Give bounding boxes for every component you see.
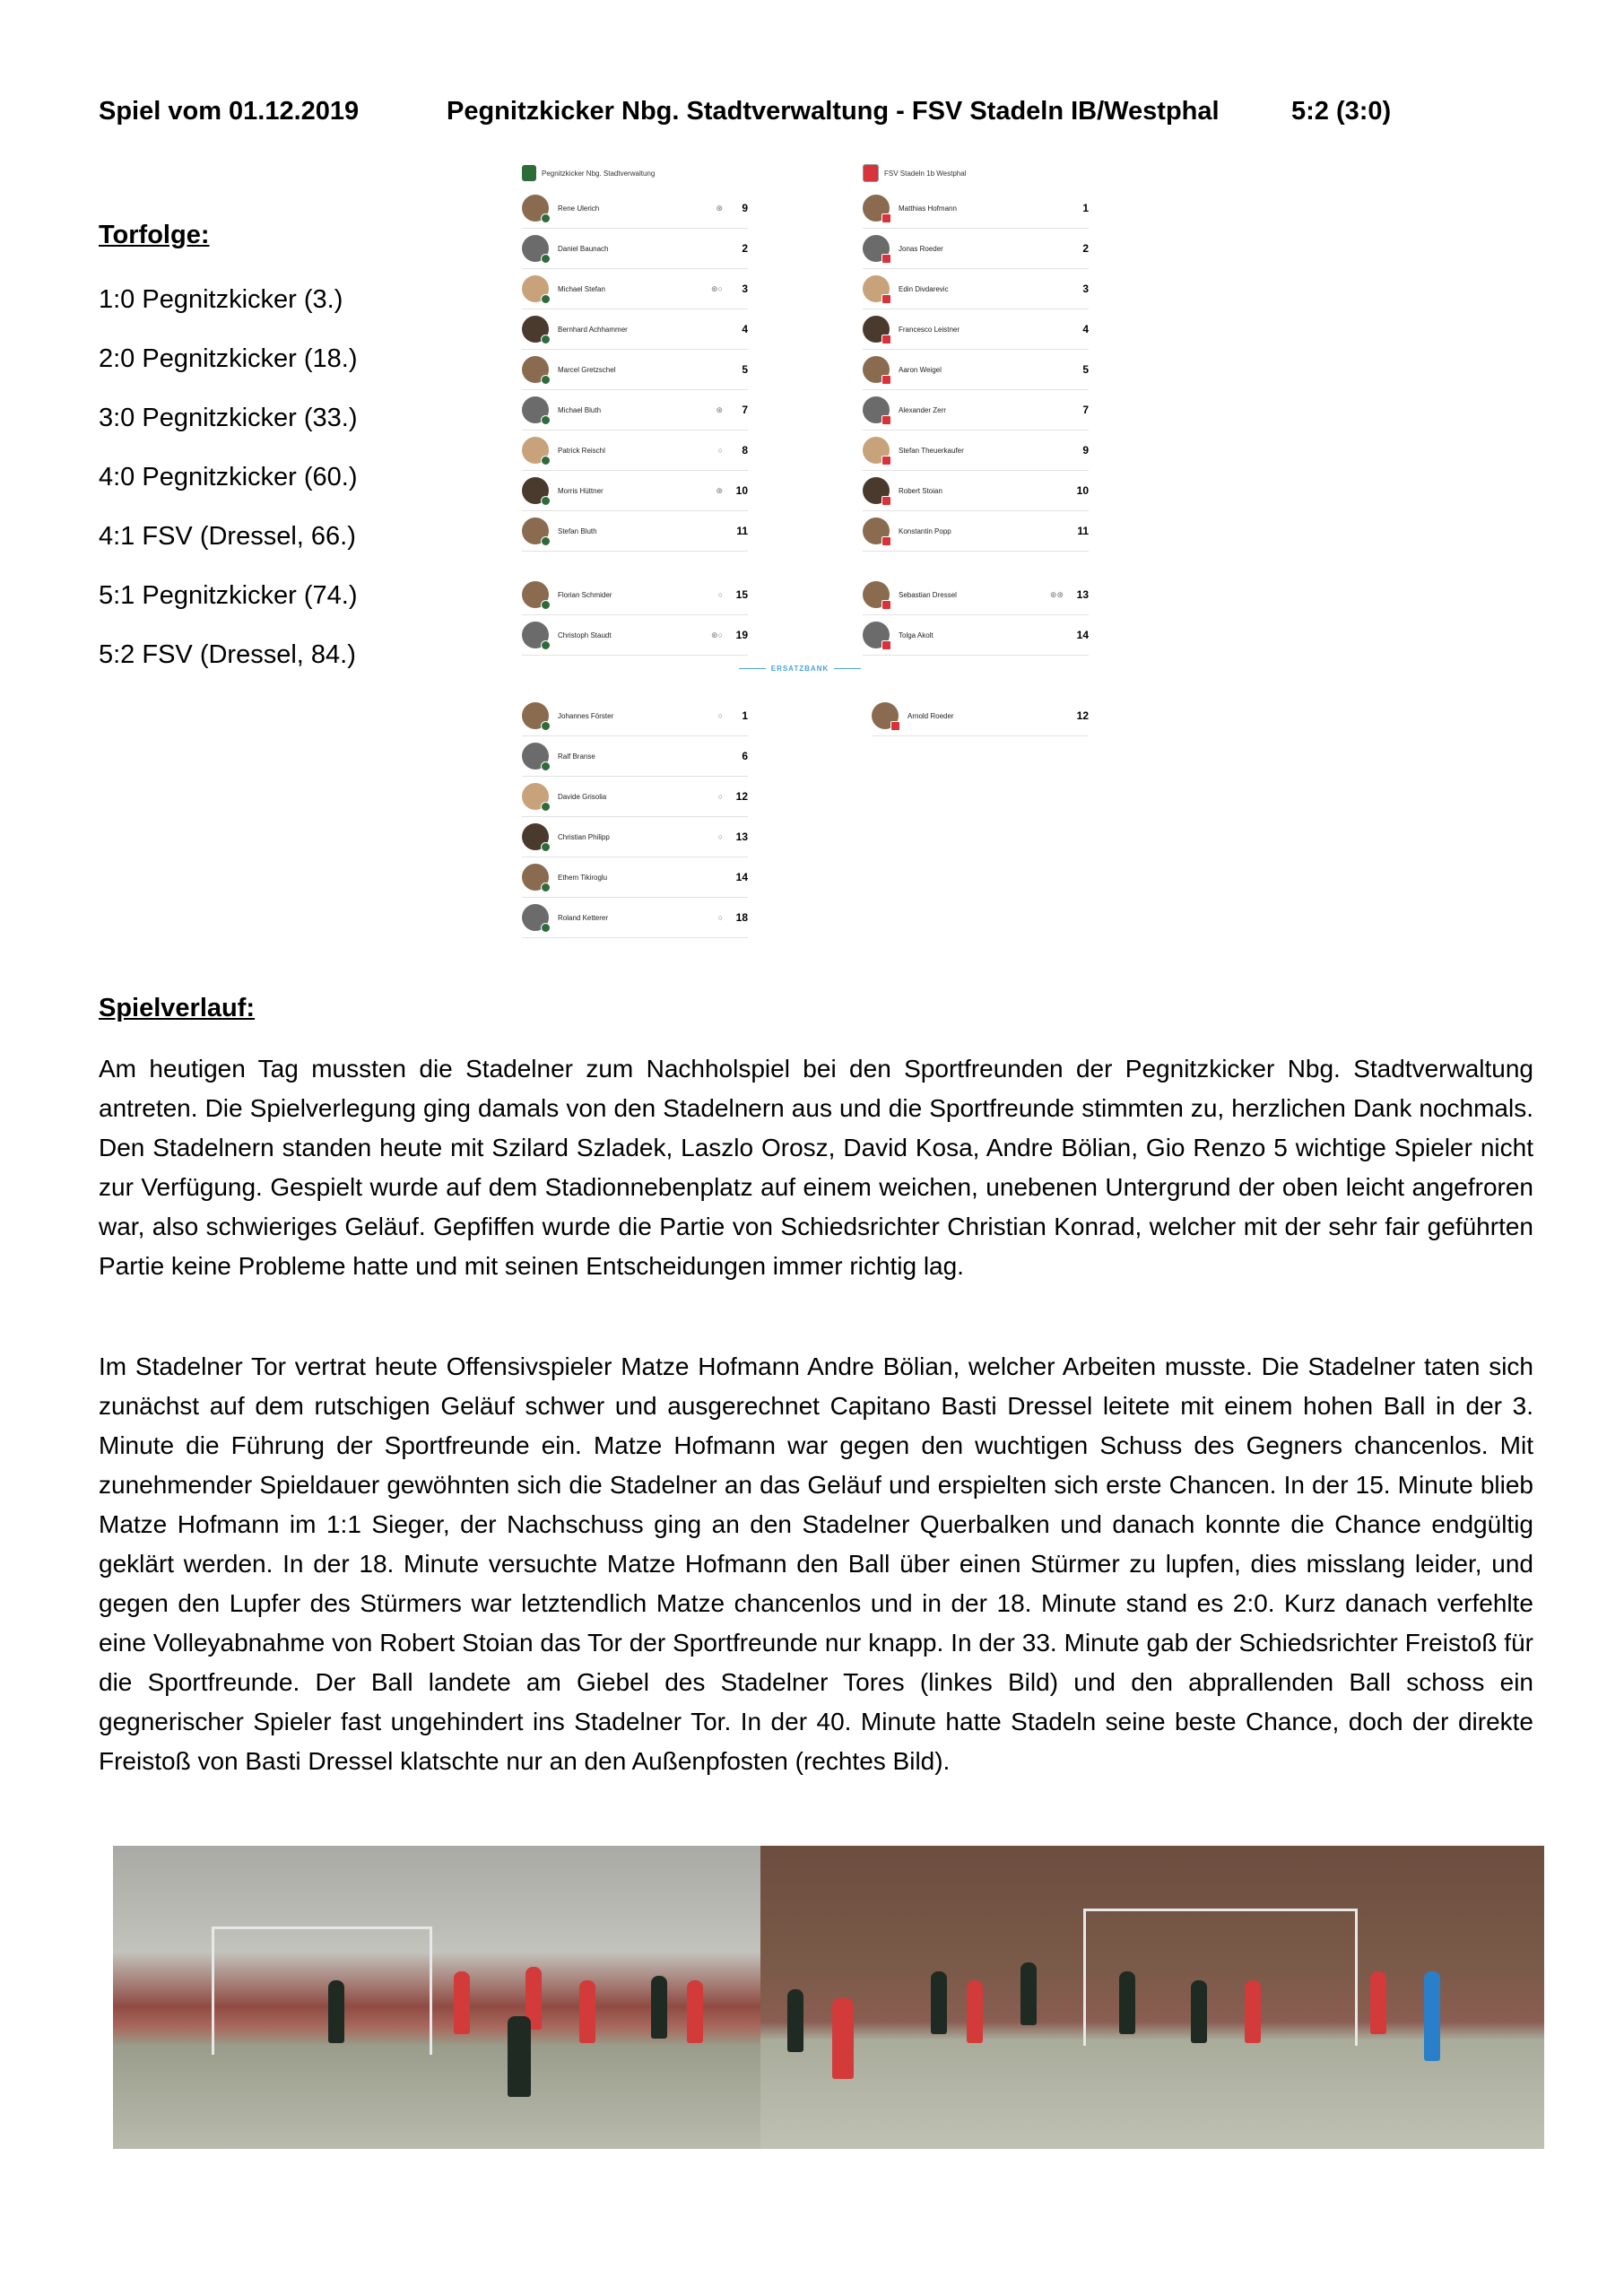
player-avatar xyxy=(522,316,549,343)
match-teams: Pegnitzkicker Nbg. Stadtverwaltung - FSV Stadeln IB/Westphal xyxy=(447,97,1220,126)
home-subs-in xyxy=(522,575,748,656)
player-avatar xyxy=(863,316,890,343)
player-event-icon: ○ xyxy=(717,446,723,455)
player-number: 5 xyxy=(742,363,748,376)
goal-item: 3:0 Pegnitzkicker (33.) xyxy=(99,404,358,432)
player-name: Francesco Leistner xyxy=(899,325,960,334)
player-row xyxy=(522,229,748,269)
player-name: Edin Divdarevic xyxy=(899,284,949,293)
player-number: 3 xyxy=(742,283,748,295)
goal-item: 5:1 Pegnitzkicker (74.) xyxy=(99,581,358,610)
player-number: 14 xyxy=(1076,629,1089,641)
away-starters xyxy=(863,188,1089,552)
away-team-header xyxy=(863,158,1089,188)
match-score: 5:2 (3:0) xyxy=(1291,97,1392,126)
spielverlauf-heading: Spielverlauf: xyxy=(99,994,256,1022)
home-team-name: Pegnitzkicker Nbg. Stadtverwaltung xyxy=(542,169,656,178)
player-avatar xyxy=(522,195,549,222)
player-avatar xyxy=(863,235,890,262)
player-row xyxy=(522,269,748,309)
player-number: 11 xyxy=(1077,525,1089,537)
player-row xyxy=(872,696,1089,736)
player-number: 6 xyxy=(742,750,748,762)
player-number: 9 xyxy=(1082,444,1089,457)
player-avatar xyxy=(863,275,890,302)
player-name: Sebastian Dressel xyxy=(899,590,957,599)
player-avatar xyxy=(863,195,890,222)
report-paragraph-1: Am heutigen Tag mussten die Stadelner zum Nachholspiel bei den Sportfreunden der Pegnitzkicker Nbg. Stadtverwaltung antreten. Die Spielverlegung ging damals von den Stadelnern aus und die Sportfreunde stimmten zu, herzlichen Dank nochmals. Den Stadelnern standen heute mit Szilard Szladek, Laszlo Orosz, David Kosa, Andre Bölian, Gio Renzo 5 wichtige Spieler nicht zur Verfügung. Gespielt wurde auf dem Stadionnebenplatz auf einem weichen, unebenen Untergrund der oben leicht angefroren war, also schwieriges Geläuf. Gepfiffen wurde die Partie von Schiedsrichter Christian Konrad, welcher mit der sehr fair geführten Partie keine Probleme hatte und mit seinen Entscheidungen immer richtig lag. xyxy=(99,1055,1533,1280)
player-name: Robert Stoian xyxy=(899,486,942,495)
player-avatar xyxy=(522,864,549,891)
player-row xyxy=(863,390,1089,430)
player-avatar xyxy=(522,702,549,729)
player-avatar xyxy=(522,396,549,423)
player-row xyxy=(522,575,748,615)
player-event-icon: ⊛ xyxy=(716,485,723,495)
goal-item: 2:0 Pegnitzkicker (18.) xyxy=(99,344,358,373)
home-lineup xyxy=(522,158,748,656)
player-name: Stefan Bluth xyxy=(558,526,597,535)
player-avatar xyxy=(522,477,549,504)
player-name: Johannes Förster xyxy=(558,711,614,720)
bench-label: ERSATZBANK xyxy=(728,665,872,673)
player-event-icon: ⊛○ xyxy=(711,630,723,639)
player-number: 3 xyxy=(1082,283,1089,295)
player-number: 18 xyxy=(735,911,748,924)
player-event-icon: ⊛⊛ xyxy=(1049,589,1064,599)
player-number: 19 xyxy=(735,629,748,641)
player-avatar xyxy=(863,581,890,608)
player-avatar xyxy=(863,517,890,544)
player-avatar xyxy=(522,517,549,544)
player-name: Stefan Theuerkaufer xyxy=(899,446,964,455)
player-number: 11 xyxy=(736,525,748,537)
player-avatar xyxy=(863,437,890,464)
match-photos xyxy=(113,1846,1544,2149)
player-avatar xyxy=(863,396,890,423)
home-team-header xyxy=(522,158,748,188)
player-row xyxy=(522,696,748,736)
player-avatar xyxy=(522,622,549,648)
player-event-icon: ○ xyxy=(717,832,723,841)
player-avatar xyxy=(522,275,549,302)
player-number: 13 xyxy=(735,831,748,843)
player-number: 10 xyxy=(735,484,748,497)
player-event-icon: ○ xyxy=(717,792,723,801)
player-event-icon: ○ xyxy=(717,590,723,599)
player-name: Ethem Tikiroglu xyxy=(558,873,608,882)
player-number: 10 xyxy=(1076,484,1089,497)
player-name: Florian Schmider xyxy=(558,590,612,599)
player-event-icon: ⊛○ xyxy=(711,283,723,293)
player-row xyxy=(522,898,748,938)
player-row xyxy=(522,390,748,430)
player-number: 9 xyxy=(742,202,748,214)
goal-item: 1:0 Pegnitzkicker (3.) xyxy=(99,285,343,314)
player-row xyxy=(522,511,748,552)
away-crest-icon xyxy=(863,164,879,182)
player-row xyxy=(863,511,1089,552)
player-row xyxy=(522,777,748,817)
player-name: Daniel Baunach xyxy=(558,244,609,253)
player-avatar xyxy=(863,356,890,383)
player-name: Alexander Zerr xyxy=(899,405,946,414)
player-name: Marcel Gretzschel xyxy=(558,365,616,374)
player-name: Bernhard Achhammer xyxy=(558,325,628,334)
player-number: 13 xyxy=(1076,588,1089,601)
away-subs-in xyxy=(863,575,1089,656)
away-lineup xyxy=(863,158,1089,656)
player-row xyxy=(863,575,1089,615)
player-number: 8 xyxy=(742,444,748,457)
player-avatar xyxy=(522,823,549,850)
player-avatar xyxy=(522,235,549,262)
player-avatar xyxy=(863,622,890,648)
player-name: Michael Bluth xyxy=(558,405,602,414)
away-team-name: FSV Stadeln 1b Westphal xyxy=(884,169,967,178)
match-date: Spiel vom 01.12.2019 xyxy=(99,97,360,126)
player-row xyxy=(863,229,1089,269)
player-name: Rene Ulerich xyxy=(558,204,600,213)
player-number: 12 xyxy=(735,790,748,803)
player-avatar xyxy=(863,477,890,504)
player-number: 4 xyxy=(742,323,748,335)
player-name: Davide Grisolia xyxy=(558,792,607,801)
player-name: Morris Hüttner xyxy=(558,486,604,495)
player-name: Tolga Akolt xyxy=(899,631,934,639)
player-event-icon: ○ xyxy=(717,711,723,720)
match-photo-right xyxy=(760,1846,1544,2149)
home-crest-icon xyxy=(522,165,536,181)
torfolge-heading: Torfolge: xyxy=(99,221,210,249)
player-row xyxy=(522,309,748,350)
player-avatar xyxy=(522,356,549,383)
player-row xyxy=(522,188,748,229)
player-row xyxy=(522,817,748,857)
player-name: Konstantin Popp xyxy=(899,526,951,535)
player-name: Christian Philipp xyxy=(558,832,610,841)
player-row xyxy=(522,857,748,898)
player-avatar xyxy=(522,581,549,608)
player-number: 1 xyxy=(742,709,748,722)
player-event-icon: ⊛ xyxy=(716,203,723,213)
player-name: Ralf Branse xyxy=(558,752,595,761)
player-name: Arnold Roeder xyxy=(908,711,954,720)
player-row xyxy=(863,309,1089,350)
player-avatar xyxy=(522,437,549,464)
player-name: Michael Stefan xyxy=(558,284,605,293)
player-event-icon: ⊛ xyxy=(716,404,723,414)
goal-item: 4:0 Pegnitzkicker (60.) xyxy=(99,463,358,491)
player-row xyxy=(522,350,748,390)
player-row xyxy=(522,736,748,777)
player-number: 4 xyxy=(1082,323,1089,335)
player-row xyxy=(863,430,1089,471)
home-starters xyxy=(522,188,748,552)
player-name: Christoph Staudt xyxy=(558,631,612,639)
lineup-graphic xyxy=(513,158,1087,947)
player-avatar xyxy=(522,904,549,931)
player-avatar xyxy=(872,702,899,729)
home-bench xyxy=(522,696,748,938)
player-number: 14 xyxy=(735,871,748,883)
player-number: 5 xyxy=(1082,363,1089,376)
player-row xyxy=(863,269,1089,309)
match-photo-left xyxy=(113,1846,760,2149)
player-row xyxy=(863,188,1089,229)
player-row xyxy=(863,471,1089,511)
player-name: Patrick Reischl xyxy=(558,446,605,455)
player-number: 7 xyxy=(742,404,748,416)
player-number: 1 xyxy=(1082,202,1089,214)
goal-item: 4:1 FSV (Dressel, 66.) xyxy=(99,522,356,551)
player-number: 2 xyxy=(1082,242,1089,255)
player-event-icon: ○ xyxy=(717,913,723,922)
player-avatar xyxy=(522,783,549,810)
away-bench xyxy=(872,696,1089,736)
player-row xyxy=(522,471,748,511)
player-name: Roland Ketterer xyxy=(558,913,609,922)
player-number: 2 xyxy=(742,242,748,255)
player-row xyxy=(863,615,1089,656)
player-name: Matthias Hofmann xyxy=(899,204,957,213)
player-name: Aaron Weigel xyxy=(899,365,942,374)
player-avatar xyxy=(522,743,549,770)
match-header xyxy=(99,97,1533,133)
player-number: 15 xyxy=(735,588,748,601)
player-row xyxy=(863,350,1089,390)
player-number: 7 xyxy=(1082,404,1089,416)
player-row xyxy=(522,430,748,471)
goal-list xyxy=(99,283,358,698)
player-name: Jonas Roeder xyxy=(899,244,943,253)
report-paragraph-2: Im Stadelner Tor vertrat heute Offensivspieler Matze Hofmann Andre Bölian, welcher Arbeiten musste. Die Stadelner taten sich zunächst auf dem rutschigen Geläuf schwer und ausgerechnet Capitano Basti Dressel leitete mit einem hohen Ball in der 3. Minute die Führung der Sportfreunde ein. Matze Hofmann war gegen den wuchtigen Schuss des Gegners chancenlos. Mit zunehmender Spieldauer gewöhnten sich die Stadelner an das Geläuf und erspielten sich erste Chancen. In der 15. Minute blieb Matze Hofmann im 1:1 Sieger, der Nachschuss ging an den Stadelner Querbalken und danach konnte die Chance endgültig geklärt werden. In der 18. Minute versuchte Matze Hofmann den Ball über einen Stürmer zu lupfen, dies misslang leider, und gegen den Lupfer des Stürmers war letztendlich Matze chancenlos und in der 18. Minute stand es 2:0. Kurz danach verfehlte eine Volleyabnahme von Robert Stoian das Tor der Sportfreunde nur knapp. In der 33. Minute gab der Schiedsrichter Freistoß für die Sportfreunde. Der Ball landete am Giebel des Stadelner Tores (linkes Bild) und den abprallenden Ball schoss ein gegnerischer Spieler fast ungehindert ins Stadelner Tor. In der 40. Minute hatte Stadeln seine beste Chance, doch der direkte Freistoß von Basti Dressel klatschte nur an den Außenpfosten (rechtes Bild). xyxy=(99,1352,1533,1775)
player-number: 12 xyxy=(1076,709,1089,722)
player-row xyxy=(522,615,748,656)
goal-item: 5:2 FSV (Dressel, 84.) xyxy=(99,640,356,669)
